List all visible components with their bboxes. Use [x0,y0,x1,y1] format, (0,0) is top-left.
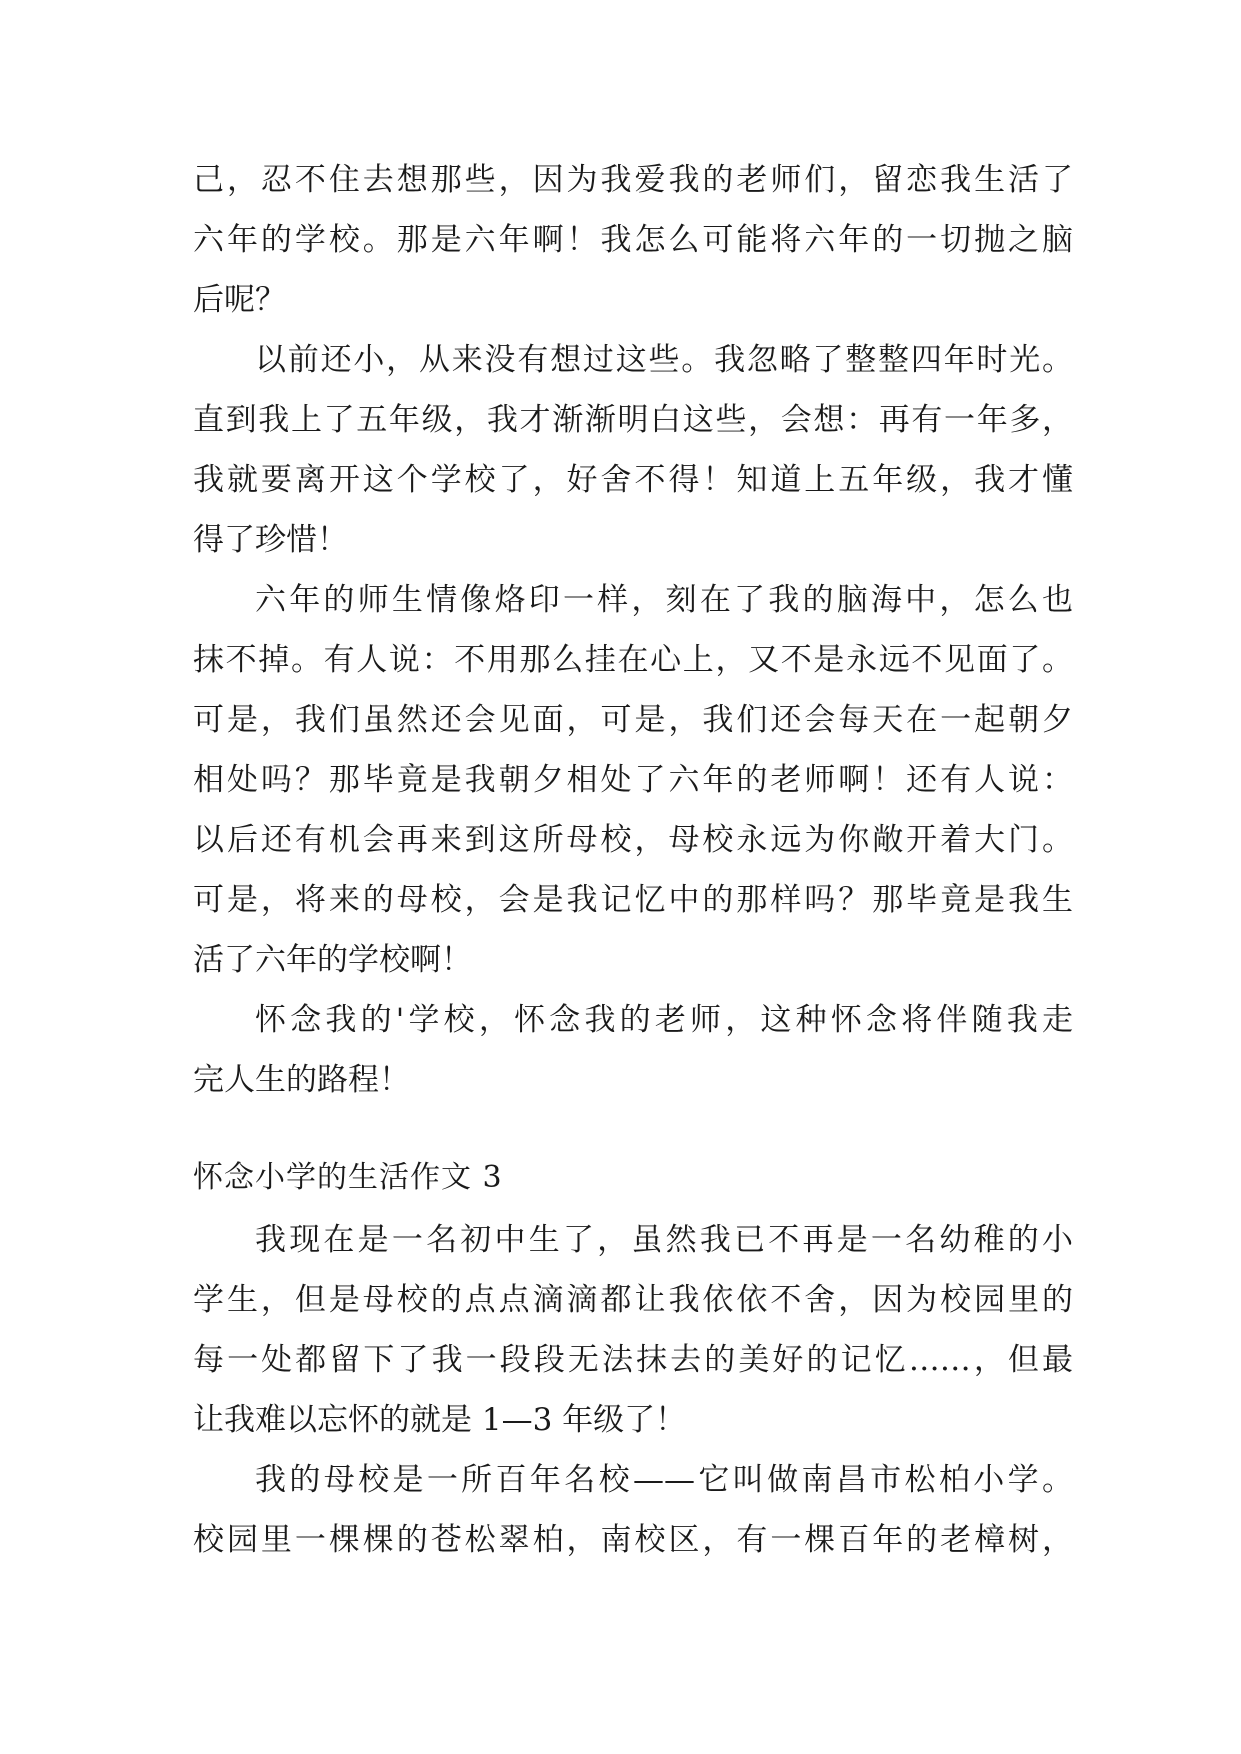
text-line: 后呢？ [193,282,286,318]
text-line: 直到我上了五年级，我才渐渐明白这些，会想：再有一年多， [193,402,1073,438]
text-line: 可是，将来的母校，会是我记忆中的那样吗？那毕竟是我生 [193,882,1073,918]
text-line: 己，忍不住去想那些，因为我爱我的老师们，留恋我生活了 [193,162,1073,198]
text-line: 学生，但是母校的点点滴滴都让我依依不舍，因为校园里的 [193,1282,1073,1318]
text-line: 我的母校是一所百年名校——它叫做南昌市松柏小学。 [255,1462,1073,1498]
text-line: 怀念我的'学校，怀念我的老师，这种怀念将伴随我走 [255,1002,1073,1038]
text-line: 抹不掉。有人说：不用那么挂在心上，又不是永远不见面了。 [193,642,1073,678]
section-heading: 怀念小学的生活作文 3 [193,1160,503,1195]
text-line: 完人生的路程！ [193,1062,410,1098]
text-line: 相处吗？那毕竟是我朝夕相处了六年的老师啊！还有人说： [193,762,1073,798]
text-line: 让我难以忘怀的就是 1—3 年级了！ [193,1402,687,1438]
text-line: 以前还小，从来没有想过这些。我忽略了整整四年时光。 [255,342,1073,378]
text-line: 活了六年的学校啊！ [193,942,472,978]
text-line: 我现在是一名初中生了，虽然我已不再是一名幼稚的小 [255,1222,1073,1258]
text-line: 我就要离开这个学校了，好舍不得！知道上五年级，我才懂 [193,462,1073,498]
text-line: 以后还有机会再来到这所母校，母校永远为你敞开着大门。 [193,822,1073,858]
text-line: 校园里一棵棵的苍松翠柏，南校区，有一棵百年的老樟树， [193,1522,1073,1558]
text-line: 六年的师生情像烙印一样，刻在了我的脑海中，怎么也 [255,582,1073,618]
text-line: 每一处都留下了我一段段无法抹去的美好的记忆……，但最 [193,1342,1073,1378]
text-line: 得了珍惜！ [193,522,348,558]
text-line: 六年的学校。那是六年啊！我怎么可能将六年的一切抛之脑 [193,222,1073,258]
text-line: 可是，我们虽然还会见面，可是，我们还会每天在一起朝夕 [193,702,1073,738]
